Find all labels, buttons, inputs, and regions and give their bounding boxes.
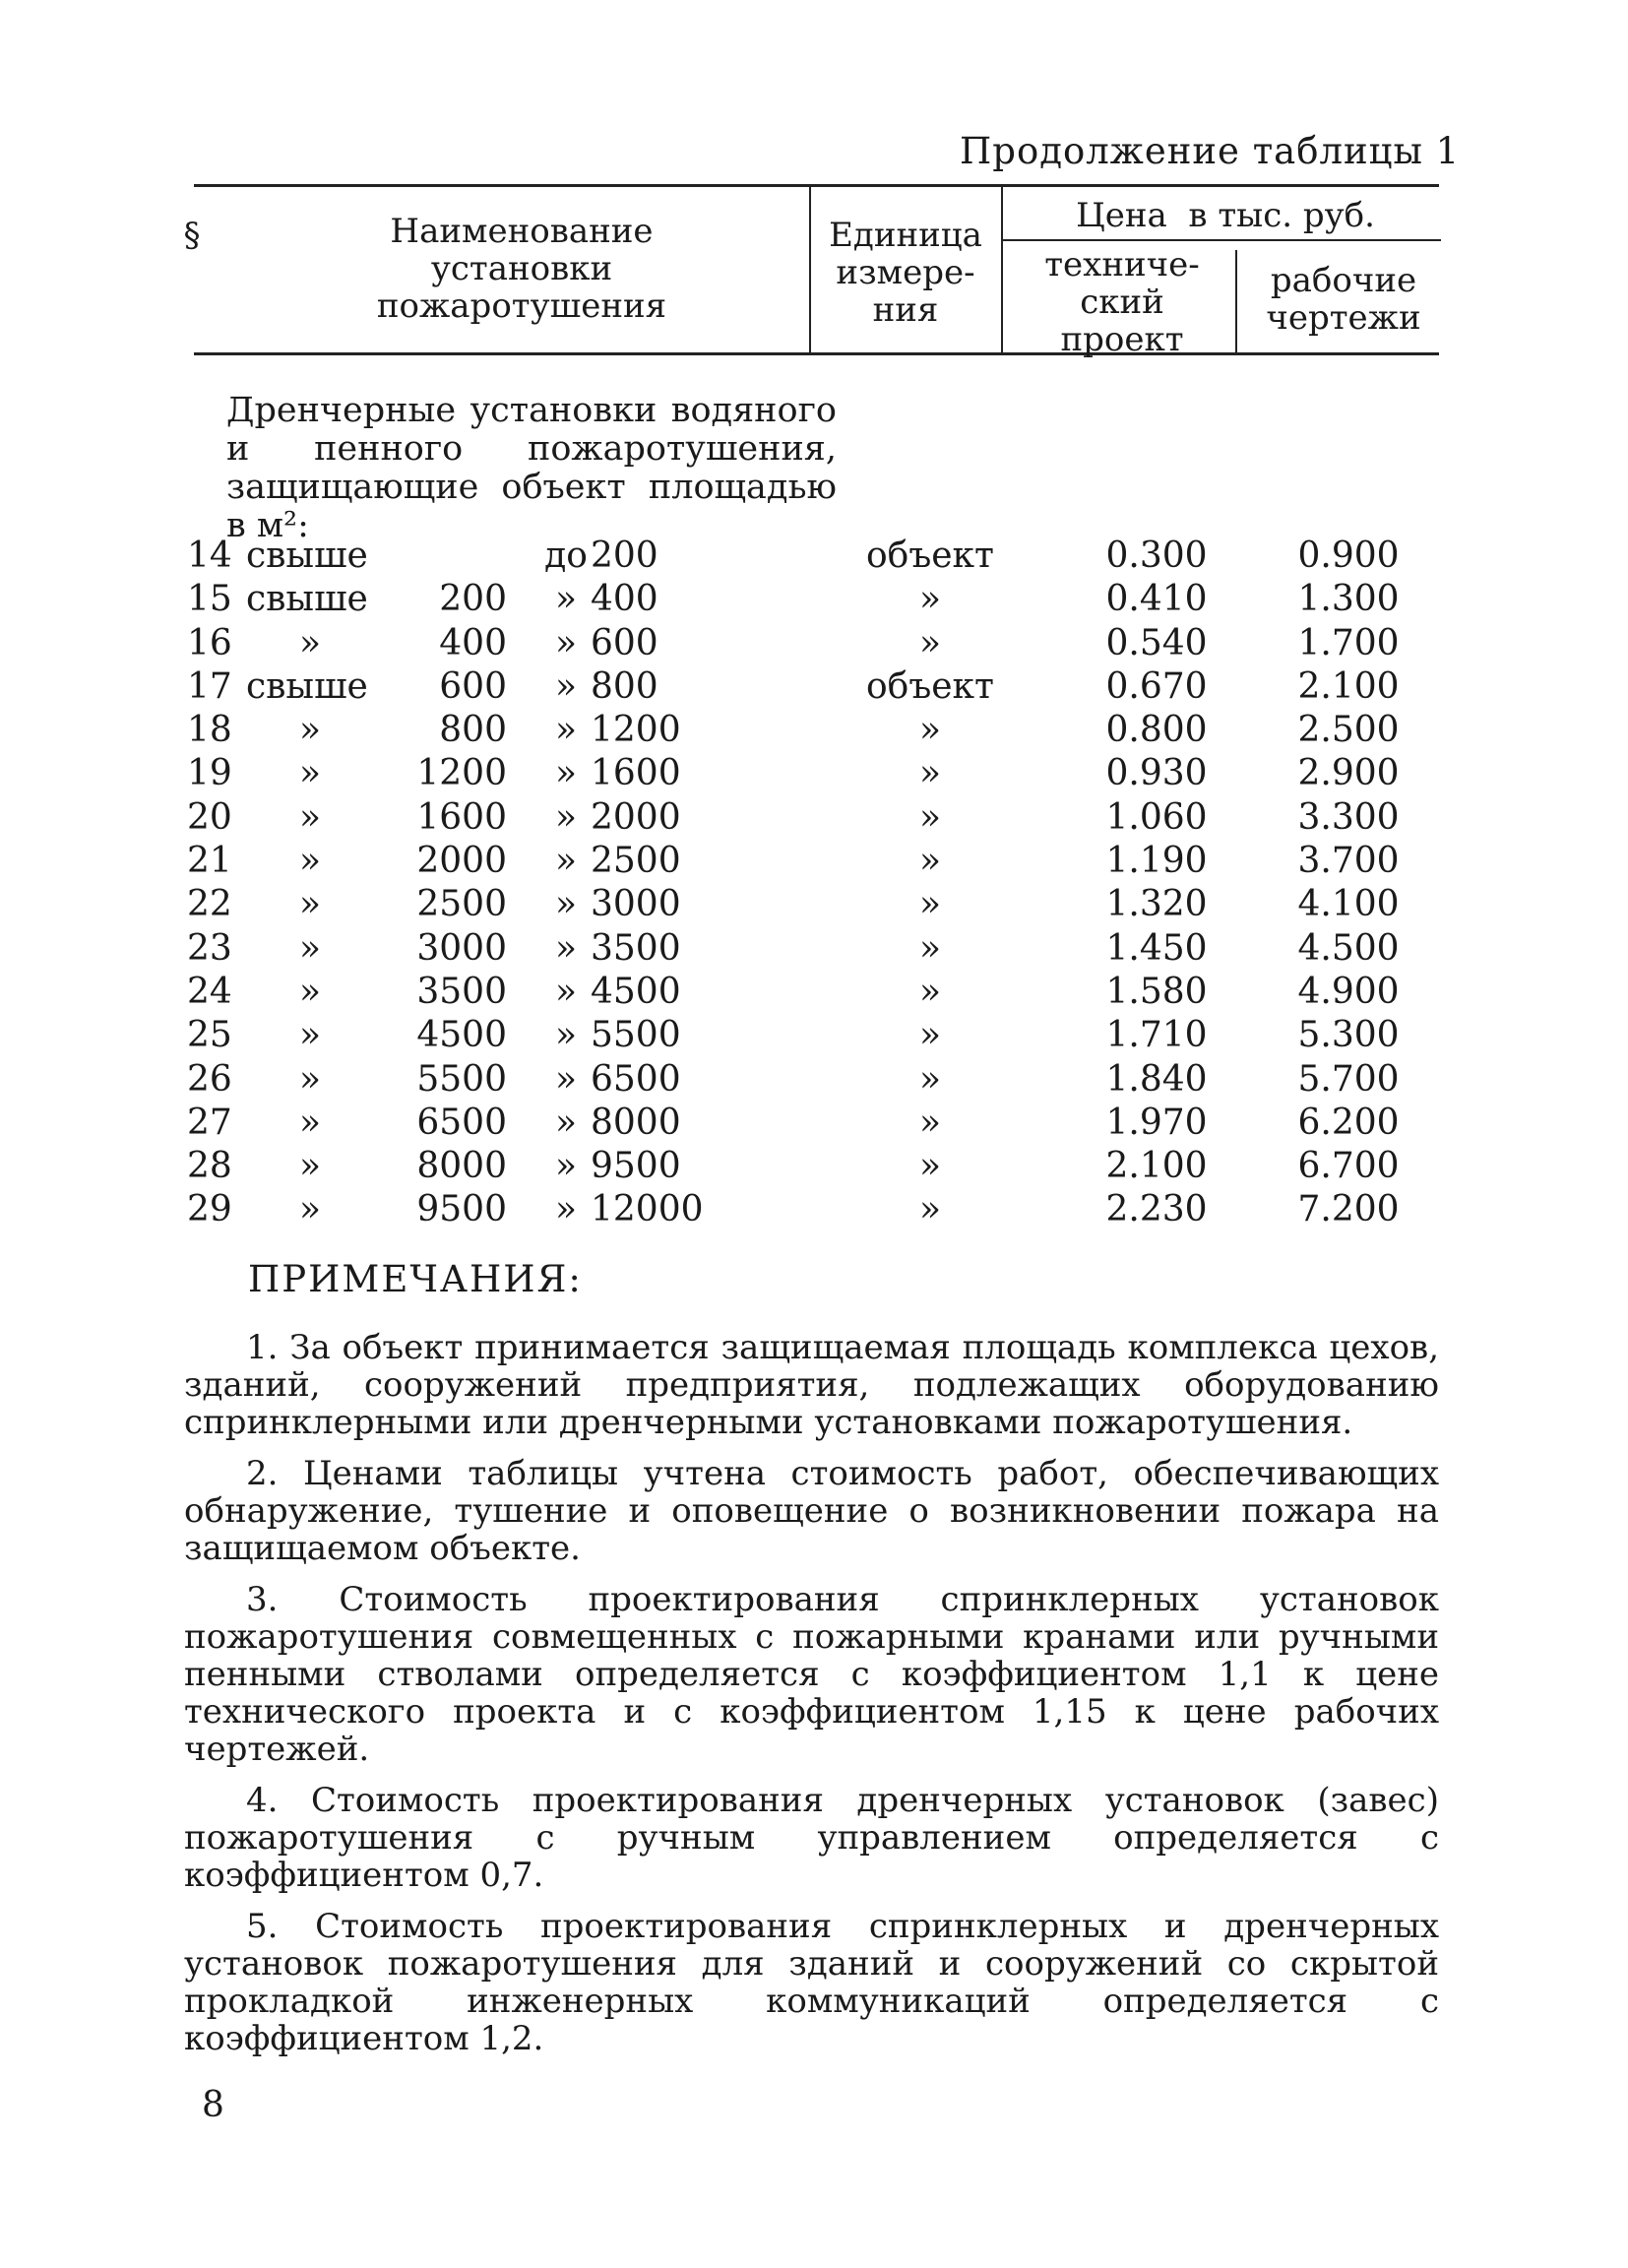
table-row (0, 883, 1628, 926)
note-paragraph: 1. За объект принимается защищаемая площадь комплекса цехов, зданий, сооружений предприятия, подлежащих оборудованию спринклерными или дренчерными установками пожаротушения. (184, 1328, 1439, 1442)
row-area-to: 2500 (591, 841, 681, 882)
row-number: 29 (187, 1189, 232, 1230)
row-unit: » (918, 971, 942, 1012)
row-unit: » (918, 884, 942, 925)
unit-column-header: Единица измере- ния (829, 216, 982, 330)
row-tech-price: 0.410 (1105, 579, 1208, 620)
tech-project-column-header: техниче- ский проект (1044, 245, 1200, 359)
row-work-price: 5.300 (1297, 1015, 1400, 1056)
row-from-word: » (298, 927, 322, 969)
row-area-to: 4500 (591, 971, 681, 1012)
row-area-from: 800 (439, 710, 507, 751)
row-unit: » (918, 1146, 942, 1187)
row-area-to: 3500 (591, 927, 681, 969)
row-to-word: » (554, 1146, 578, 1187)
name-column-header: Наименование установки пожаротушения (376, 212, 667, 326)
price-column-header: Цена в тыс. руб. (1076, 196, 1375, 235)
row-area-from: 4500 (416, 1015, 507, 1056)
table-row (0, 927, 1628, 971)
note-paragraph: 5. Стоимость проектирования спринклерных и дренчерных установок пожаротушения для зданий и сооружений со скрытой прокладкой инженерных коммуникаций определяется с коэффициентом 1,2. (184, 1907, 1439, 2058)
row-unit: объект (866, 536, 994, 576)
row-area-from: 600 (439, 665, 507, 707)
row-to-word: » (554, 796, 578, 838)
row-unit: » (918, 1189, 942, 1230)
row-area-to: 800 (591, 665, 658, 707)
row-to-word: » (554, 665, 578, 707)
row-from-word: » (298, 1102, 322, 1143)
row-unit: » (918, 1058, 942, 1100)
row-tech-price: 0.540 (1105, 622, 1208, 663)
table-top-rule (194, 184, 1439, 187)
row-work-price: 4.900 (1297, 971, 1400, 1012)
row-to-word: » (554, 753, 578, 794)
row-area-to: 1200 (591, 710, 681, 751)
row-number: 28 (187, 1146, 232, 1187)
row-from-word: свыше (246, 579, 368, 620)
row-to-word: » (554, 579, 578, 620)
note-paragraph: 4. Стоимость проектирования дренчерных установок (завес) пожаротушения с ручным управлением определяется с коэффициентом 0,7. (184, 1781, 1439, 1895)
row-to-word: » (554, 1058, 578, 1100)
row-to-word: » (554, 622, 578, 663)
table-row (0, 665, 1628, 709)
row-number: 23 (187, 927, 232, 969)
table-row (0, 971, 1628, 1014)
row-work-price: 1.700 (1297, 622, 1400, 663)
row-area-from: 400 (439, 622, 507, 663)
row-number: 18 (187, 710, 232, 751)
note-paragraph: 2. Ценами таблицы учтена стоимость работ, обеспечивающих обнаружение, тушение и оповещение о возникновении пожара на защищаемом объекте. (184, 1454, 1439, 1568)
row-to-word: до (544, 536, 588, 576)
row-work-price: 2.500 (1297, 710, 1400, 751)
page-number: 8 (202, 2085, 224, 2125)
row-from-word: » (298, 971, 322, 1012)
row-area-from: 8000 (416, 1146, 507, 1187)
row-unit: » (918, 710, 942, 751)
row-unit: » (918, 796, 942, 838)
row-from-word: » (298, 1146, 322, 1187)
row-number: 27 (187, 1102, 232, 1143)
row-area-from: 1200 (416, 753, 507, 794)
row-work-price: 2.900 (1297, 753, 1400, 794)
table-continuation-label: Продолжение таблицы 1 (960, 130, 1461, 172)
row-work-price: 2.100 (1297, 665, 1400, 707)
row-from-word: » (298, 622, 322, 663)
row-work-price: 6.200 (1297, 1102, 1400, 1143)
row-unit: объект (866, 665, 994, 707)
row-tech-price: 2.230 (1105, 1189, 1208, 1230)
column-divider-tech-work (1235, 250, 1237, 352)
row-tech-price: 1.060 (1105, 796, 1208, 838)
row-number: 24 (187, 971, 232, 1012)
row-unit: » (918, 1102, 942, 1143)
row-work-price: 0.900 (1297, 536, 1400, 576)
row-work-price: 3.300 (1297, 796, 1400, 838)
row-from-word: » (298, 841, 322, 882)
row-area-from: 5500 (416, 1058, 507, 1100)
row-tech-price: 0.300 (1105, 536, 1208, 576)
row-area-to: 3000 (591, 884, 681, 925)
row-tech-price: 1.450 (1105, 927, 1208, 969)
row-area-to: 9500 (591, 1146, 681, 1187)
row-to-word: » (554, 1102, 578, 1143)
row-tech-price: 1.710 (1105, 1015, 1208, 1056)
row-number: 21 (187, 841, 232, 882)
row-tech-price: 2.100 (1105, 1146, 1208, 1187)
row-from-word: » (298, 710, 322, 751)
row-number: 17 (187, 665, 232, 707)
price-header-rule (1002, 239, 1441, 241)
row-area-to: 5500 (591, 1015, 681, 1056)
row-to-word: » (554, 841, 578, 882)
table-section-intro: Дренчерные установки водяного и пенного пожаротушения, защищающие объект площадью в м²: (226, 391, 837, 545)
row-number: 22 (187, 884, 232, 925)
row-area-to: 6500 (591, 1058, 681, 1100)
row-unit: » (918, 927, 942, 969)
row-to-word: » (554, 971, 578, 1012)
column-divider-name-unit (809, 187, 811, 352)
table-header-bottom-rule (194, 352, 1439, 355)
row-number: 14 (187, 536, 232, 576)
row-to-word: » (554, 884, 578, 925)
row-number: 26 (187, 1058, 232, 1100)
row-area-to: 400 (591, 579, 658, 620)
row-work-price: 7.200 (1297, 1189, 1400, 1230)
row-number: 20 (187, 796, 232, 838)
row-area-from: 6500 (416, 1102, 507, 1143)
row-area-from: 2000 (416, 841, 507, 882)
table-row (0, 578, 1628, 621)
notes-heading: ПРИМЕЧАНИЯ: (248, 1258, 583, 1300)
row-from-word: » (298, 796, 322, 838)
row-work-price: 3.700 (1297, 841, 1400, 882)
row-area-from: 3000 (416, 927, 507, 969)
row-from-word: » (298, 1189, 322, 1230)
row-to-word: » (554, 710, 578, 751)
row-tech-price: 1.320 (1105, 884, 1208, 925)
row-work-price: 4.100 (1297, 884, 1400, 925)
row-work-price: 6.700 (1297, 1146, 1400, 1187)
table-row (0, 535, 1628, 578)
table-row (0, 840, 1628, 883)
row-to-word: » (554, 1189, 578, 1230)
row-from-word: свыше (246, 536, 368, 576)
table-row (0, 796, 1628, 840)
row-to-word: » (554, 1015, 578, 1056)
row-area-from: 9500 (416, 1189, 507, 1230)
row-unit: » (918, 622, 942, 663)
row-area-to: 8000 (591, 1102, 681, 1143)
row-unit: » (918, 841, 942, 882)
table-row (0, 1014, 1628, 1057)
row-number: 15 (187, 579, 232, 620)
row-work-price: 4.500 (1297, 927, 1400, 969)
row-work-price: 5.700 (1297, 1058, 1400, 1100)
column-divider-unit-price (1001, 187, 1003, 352)
row-number: 19 (187, 753, 232, 794)
table-row (0, 709, 1628, 752)
table-row (0, 1145, 1628, 1188)
row-tech-price: 1.190 (1105, 841, 1208, 882)
row-work-price: 1.300 (1297, 579, 1400, 620)
row-tech-price: 0.800 (1105, 710, 1208, 751)
table-row (0, 752, 1628, 795)
row-area-from: 3500 (416, 971, 507, 1012)
row-number: 16 (187, 622, 232, 663)
table-row (0, 1102, 1628, 1145)
row-from-word: » (298, 1015, 322, 1056)
row-unit: » (918, 1015, 942, 1056)
working-drawings-column-header: рабочие чертежи (1266, 261, 1421, 338)
row-from-word: » (298, 884, 322, 925)
table-body (0, 535, 1628, 1232)
row-tech-price: 0.670 (1105, 665, 1208, 707)
row-tech-price: 1.970 (1105, 1102, 1208, 1143)
row-tech-price: 1.580 (1105, 971, 1208, 1012)
row-from-word: » (298, 1058, 322, 1100)
table-row (0, 1188, 1628, 1231)
row-to-word: » (554, 927, 578, 969)
table-row (0, 1058, 1628, 1102)
row-area-to: 12000 (591, 1189, 704, 1230)
row-unit: » (918, 753, 942, 794)
row-area-from: 2500 (416, 884, 507, 925)
row-area-to: 2000 (591, 796, 681, 838)
row-area-to: 200 (591, 536, 658, 576)
row-area-from: 200 (439, 579, 507, 620)
row-tech-price: 1.840 (1105, 1058, 1208, 1100)
row-area-to: 1600 (591, 753, 681, 794)
note-paragraph: 3. Стоимость проектирования спринклерных установок пожаротушения совмещенных с пожарными кранами или ручными пенными стволами определяется с коэффициентом 1,1 к цене технического проекта и с коэффициентом 1,15 к цене рабочих чертежей. (184, 1580, 1439, 1769)
row-unit: » (918, 579, 942, 620)
row-tech-price: 0.930 (1105, 753, 1208, 794)
row-area-to: 600 (591, 622, 658, 663)
row-area-from: 1600 (416, 796, 507, 838)
table-row (0, 622, 1628, 665)
row-number: 25 (187, 1015, 232, 1056)
notes-list (184, 1329, 1439, 2071)
section-symbol-header: § (183, 216, 201, 255)
row-from-word: свыше (246, 665, 368, 707)
row-from-word: » (298, 753, 322, 794)
